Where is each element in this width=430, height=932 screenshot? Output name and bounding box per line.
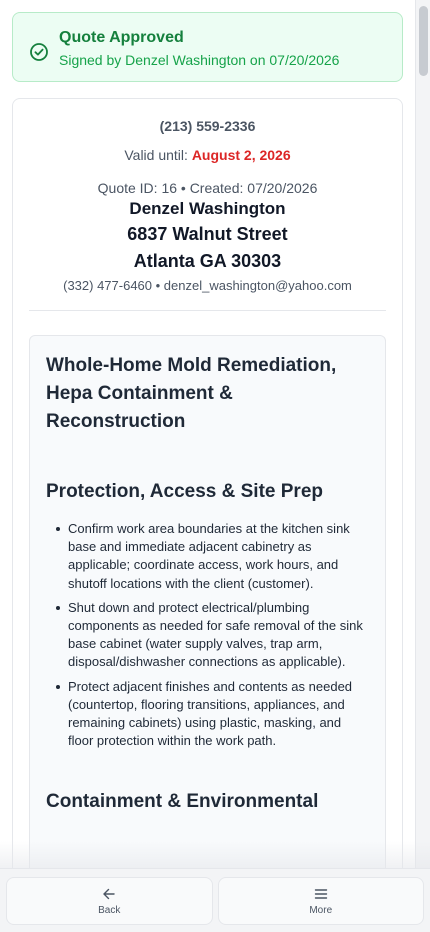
bottom-nav	[0, 868, 430, 932]
check-circle-icon	[29, 42, 49, 62]
arrow-left-icon	[101, 886, 117, 902]
back-label: Back	[98, 904, 121, 916]
more-label: More	[309, 904, 333, 916]
client-address-line1: 6837 Walnut Street	[127, 224, 288, 244]
list-item: Confirm work area boundaries at the kitchen sink base and immediate adjacent cabinetry as applicable; coordinate access, work hours, and shutoff locations with the client (customer).	[46, 520, 369, 593]
client-name: Denzel Washington	[129, 199, 286, 218]
quote-meta: Quote ID: 16 • Created: 07/20/2026	[97, 180, 318, 196]
scrollbar-thumb[interactable]	[419, 6, 428, 76]
banner-text	[59, 27, 339, 70]
company-phone[interactable]: (213) 559-2336	[159, 118, 256, 134]
list-item: Shut down and protect electrical/plumbing components as needed for safe removal of the sink base cabinet (water supply valves, trap arm, disposal/dishwasher connections as applicable).	[46, 599, 369, 672]
banner-title: Quote Approved	[59, 29, 184, 46]
validity-row	[29, 145, 386, 165]
quote-card	[12, 98, 403, 932]
section-items	[46, 520, 369, 750]
list-item: Protect adjacent finishes and contents as needed (countertop, flooring transitions, appliances, and remaining cabinets) using plastic, masking, and floor protection within the work path.	[46, 678, 369, 751]
scrollbar[interactable]	[415, 0, 430, 868]
client-contact: (332) 477-6460 • denzel_washington@yahoo.com	[63, 278, 352, 293]
menu-icon	[313, 886, 329, 902]
approval-banner	[12, 12, 403, 82]
section-title: Protection, Access & Site Prep	[46, 481, 324, 502]
scope-title: Whole-Home Mold Remediation, Hepa Containment & Reconstruction	[46, 355, 337, 432]
banner-subtitle: Signed by Denzel Washington on 07/20/2026	[59, 52, 340, 68]
section-title: Containment & Environmental	[46, 791, 319, 813]
quote-header	[29, 115, 386, 311]
scope-section	[29, 335, 386, 932]
client-address-line2: Atlanta GA 30303	[133, 251, 282, 271]
valid-until-label: Valid until:	[124, 147, 188, 163]
back-button[interactable]	[6, 877, 213, 925]
valid-until-date: August 2, 2026	[191, 147, 291, 163]
scroll-content	[12, 12, 403, 932]
more-button[interactable]	[218, 877, 425, 925]
